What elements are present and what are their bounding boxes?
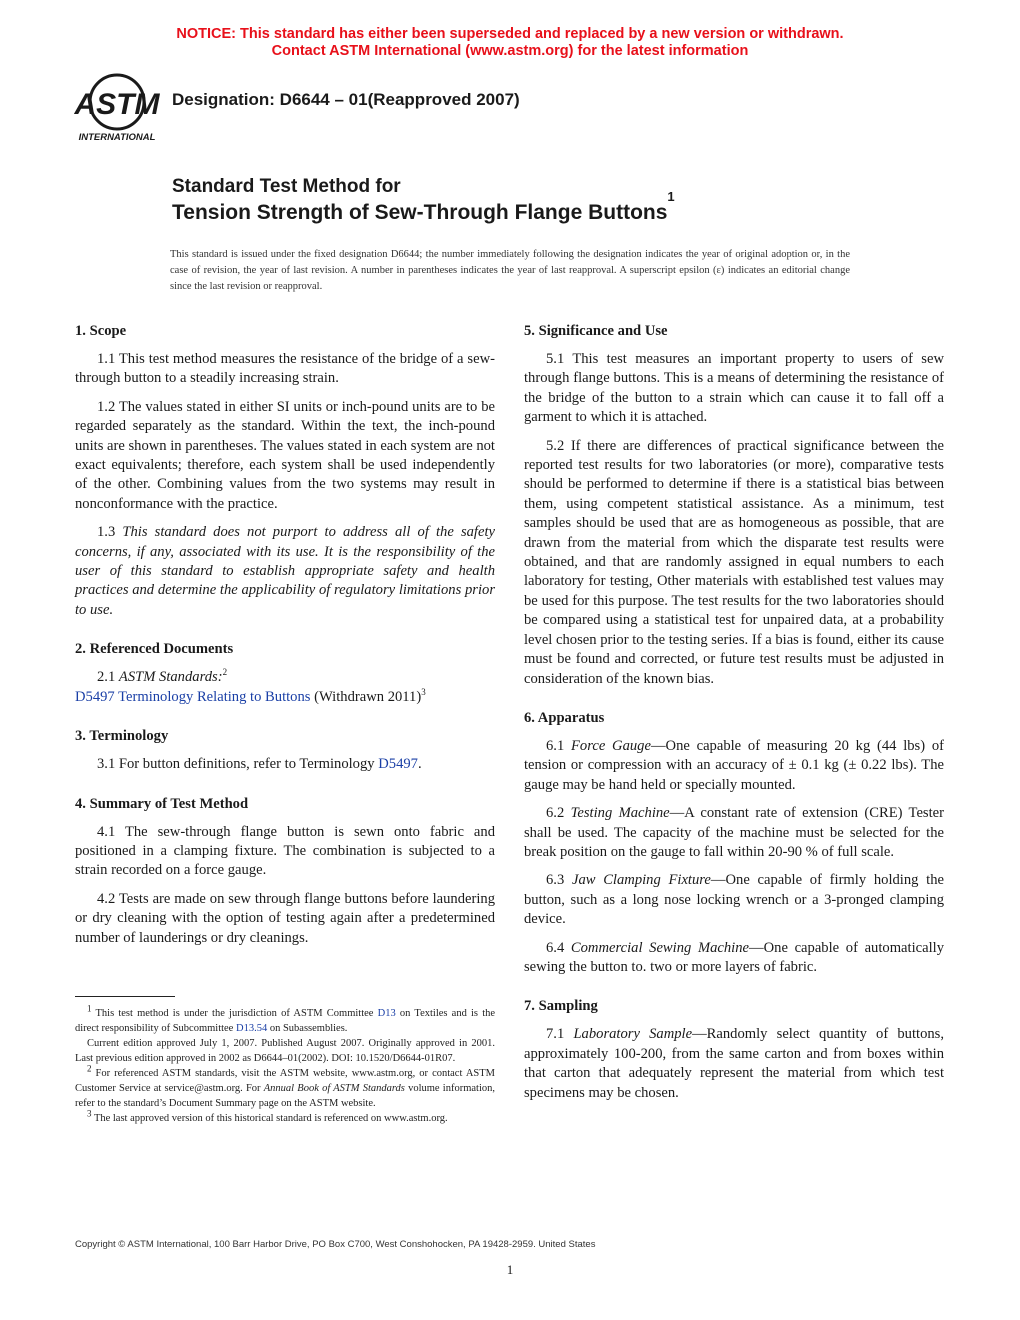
- apparatus-item: [524, 939, 944, 978]
- section-significance: [524, 322, 944, 689]
- apparatus-text: —One capable of measuring 20 kg (44 lbs) of tension or compression with an accuracy of ± 0.1 kg (± 0.22 lbs). The gauge may be hand held or specially mounted.: [524, 737, 944, 793]
- title-footnote-ref[interactable]: 1: [667, 189, 675, 204]
- section-heading: 5. Significance and Use: [524, 323, 668, 339]
- footnote-3: [75, 1108, 495, 1126]
- footnotes: [75, 1003, 496, 1126]
- apparatus-item: [524, 871, 944, 929]
- committee-link[interactable]: D13: [377, 1008, 396, 1019]
- right-column: [524, 322, 944, 1123]
- footnote-ref[interactable]: 3: [421, 686, 426, 697]
- issuance-statement: This standard is issued under the fixed designation D6644; the number immediately following the designation indicates the year of original adoption or, in the case of revision, the year of last revision. A number in parentheses indicates the year of last reapproval. A superscript epsilon (ε) indicates an editorial change since the last revision or reapproval.: [170, 249, 850, 292]
- reference-entry: [75, 688, 495, 707]
- section-terminology: [75, 727, 495, 774]
- section-heading: 1. Scope: [75, 323, 127, 339]
- footnote-1-edition: Current edition approved July 1, 2007. Published August 2007. Originally approved in 2001. Last previous edition approved in 2002 as D6644–01(2002). DOI: 10.1520/D6644-01R07.: [75, 1038, 495, 1064]
- withdrawal-notice: [0, 26, 1020, 60]
- paragraph-number: 2.1: [97, 669, 116, 686]
- paragraph: 1.1 This test method measures the resistance of the bridge of a sew-through button to a steadily increasing strain.: [75, 351, 495, 387]
- footnote-text: on Textiles and is the direct responsibility of Subcommittee: [75, 1008, 496, 1034]
- title-line-1: Standard Test Method for: [172, 176, 401, 197]
- section-apparatus: [524, 709, 944, 977]
- paragraph-number: 6.3: [546, 872, 565, 889]
- apparatus-term: Jaw Clamping Fixture: [571, 872, 711, 889]
- terminology-link[interactable]: D5497: [378, 756, 418, 773]
- page-number: 1: [506, 1262, 514, 1277]
- reference-code-link[interactable]: D5497: [75, 688, 115, 705]
- section-heading: 6. Apparatus: [524, 709, 605, 726]
- sampling-term: Laboratory Sample: [573, 1026, 693, 1043]
- reference-title-link[interactable]: Terminology Relating to Buttons: [118, 688, 311, 705]
- paragraph-number: 6.4: [546, 939, 565, 956]
- reference-status: (Withdrawn 2011): [314, 688, 422, 705]
- footnote-marker: 2: [87, 1063, 92, 1074]
- paragraph: 4.2 Tests are made on sew through flange buttons before laundering or dry cleaning with the option of testing again after a predetermined number of launderings or dry cleanings.: [75, 890, 495, 946]
- logo-letters: ASTM: [74, 88, 160, 121]
- section-sampling: [524, 997, 944, 1103]
- subcommittee-link[interactable]: D13.54: [235, 1023, 268, 1034]
- paragraph: 1.2 The values stated in either SI units or inch-pound units are to be regarded separately as the standard. Within the text, the inch-pound units are shown in parentheses. The values stated in each system are not exact equivalents; therefore, each system shall be used independently of the other. Combining values from the two systems may result in nonconformance with the practice.: [75, 398, 495, 512]
- notice-line-2: Contact ASTM International (www.astm.org) for the latest information: [271, 43, 749, 59]
- footnote-marker: 1: [87, 1003, 92, 1014]
- section-summary: [75, 795, 495, 948]
- paragraph: [75, 668, 495, 687]
- footnote-1: [75, 1003, 496, 1036]
- paragraph-italic-text: This standard does not purport to address all of the safety concerns, if any, associated with its use. It is the responsibility of the user of this standard to establish appropriate safety and health practices and determine the applicability of regulatory limitations prior to use.: [75, 524, 495, 618]
- title-line-2: [172, 189, 675, 227]
- section-scope: [75, 322, 495, 620]
- section-heading: 3. Terminology: [75, 728, 169, 745]
- apparatus-term: Force Gauge: [571, 737, 651, 754]
- apparatus-term: Commercial Sewing Machine: [570, 939, 750, 956]
- astm-logo: [74, 72, 160, 144]
- footnote-marker: 3: [87, 1108, 92, 1119]
- section-referenced-documents: [75, 640, 495, 707]
- apparatus-text: —A constant rate of extension (CRE) Tester shall be used. The capacity of the machine must be selected for the break position on the gauge to fall within 20-90 % of full scale.: [524, 805, 945, 860]
- astm-logo-mark: [74, 72, 160, 144]
- footnote-text: on Subassemblies.: [269, 1023, 348, 1034]
- logo-subtitle: INTERNATIONAL: [78, 132, 156, 143]
- apparatus-term: Testing Machine: [570, 805, 670, 822]
- footnote-ref[interactable]: 2: [222, 667, 228, 678]
- paragraph-number: 7.1: [546, 1026, 565, 1043]
- section-heading: 7. Sampling: [524, 998, 598, 1015]
- footnote-italic: Annual Book of ASTM Standards: [263, 1083, 405, 1094]
- paragraph: 5.2 If there are differences of practical significance between the reported test results for two laboratories (or more), comparative tests should be performed to determine if there is a statistical bias between them, using competent statistical assistance. As a minimum, test samples should be used that are as homogeneous as possible, that are drawn from the material from which the disparate test results were obtained, and that are randomly assigned in equal numbers to each laboratory for testing, Other materials with established test values may be used for this purpose. The test results for the two laboratories should be compared using a statistical test for unpaired data, at a probability level chosen prior to the testing series. If a bias is found, either its cause must be found and corrected, or future test results must be adjusted in consideration of the known bias.: [524, 437, 944, 687]
- paragraph-text: 3.1 For button definitions, refer to Terminology: [97, 756, 375, 773]
- left-column: [75, 322, 495, 968]
- apparatus-text: —One capable of firmly holding the button, such as a long nose locking wrench or a 3-pronged clamping device.: [524, 872, 944, 928]
- section-heading: 2. Referenced Documents: [75, 641, 234, 658]
- paragraph: [524, 1025, 944, 1103]
- designation: Designation: D6644 – 01(Reapproved 2007): [172, 90, 520, 109]
- paragraph-number: 6.1: [546, 737, 565, 754]
- copyright: Copyright © ASTM International, 100 Barr Harbor Drive, PO Box C700, West Conshohocken, PA 19428-2959. United States: [75, 1239, 596, 1250]
- notice-line-1: NOTICE: This standard has either been superseded and replaced by a new version or withdrawn.: [176, 26, 844, 42]
- footnote-text: The last approved version of this historical standard is referenced on www.astm.org.: [93, 1113, 448, 1124]
- paragraph: [75, 523, 495, 620]
- paragraph-number: 1.3: [97, 524, 116, 541]
- paragraph: [75, 755, 495, 774]
- footnote-text: This test method is under the jurisdiction of ASTM Committee: [95, 1008, 374, 1019]
- section-heading: 4. Summary of Test Method: [75, 795, 249, 812]
- title-main: Tension Strength of Sew-Through Flange Buttons: [172, 201, 668, 224]
- paragraph: 5.1 This test measures an important property to users of sew through flange buttons. This is a means of determining the resistance of the bridge of the button to a strain which can cause it to fall off a garment to which it is attached.: [524, 351, 944, 426]
- paragraph: 4.1 The sew-through flange button is sewn onto fabric and positioned in a clamping fixture. The combination is subjected to a strain recorded on a force gauge.: [75, 823, 495, 879]
- footnote-divider: [75, 996, 175, 997]
- apparatus-item: [524, 737, 944, 795]
- period: .: [417, 756, 422, 773]
- apparatus-text: —One capable of automatically sewing the button to. two or more layers of fabric.: [524, 939, 944, 975]
- paragraph-number: 6.2: [546, 805, 565, 822]
- astm-standards-label: ASTM Standards:: [118, 669, 223, 686]
- footnote-text: volume information, refer to the standard’s Document Summary page on the ASTM website.: [75, 1083, 495, 1109]
- document-title: [172, 175, 675, 227]
- apparatus-item: [524, 804, 944, 862]
- footnote-text: For referenced ASTM standards, visit the ASTM website, www.astm.org, or contact ASTM Customer Service at service@astm.org. For: [75, 1068, 495, 1094]
- footnote-2: [75, 1063, 495, 1111]
- sampling-text: —Randomly select quantity of buttons, approximately 100-200, from the same carton and from boxes within that carton that adequately represent the material from which test specimens may be chosen.: [524, 1026, 945, 1101]
